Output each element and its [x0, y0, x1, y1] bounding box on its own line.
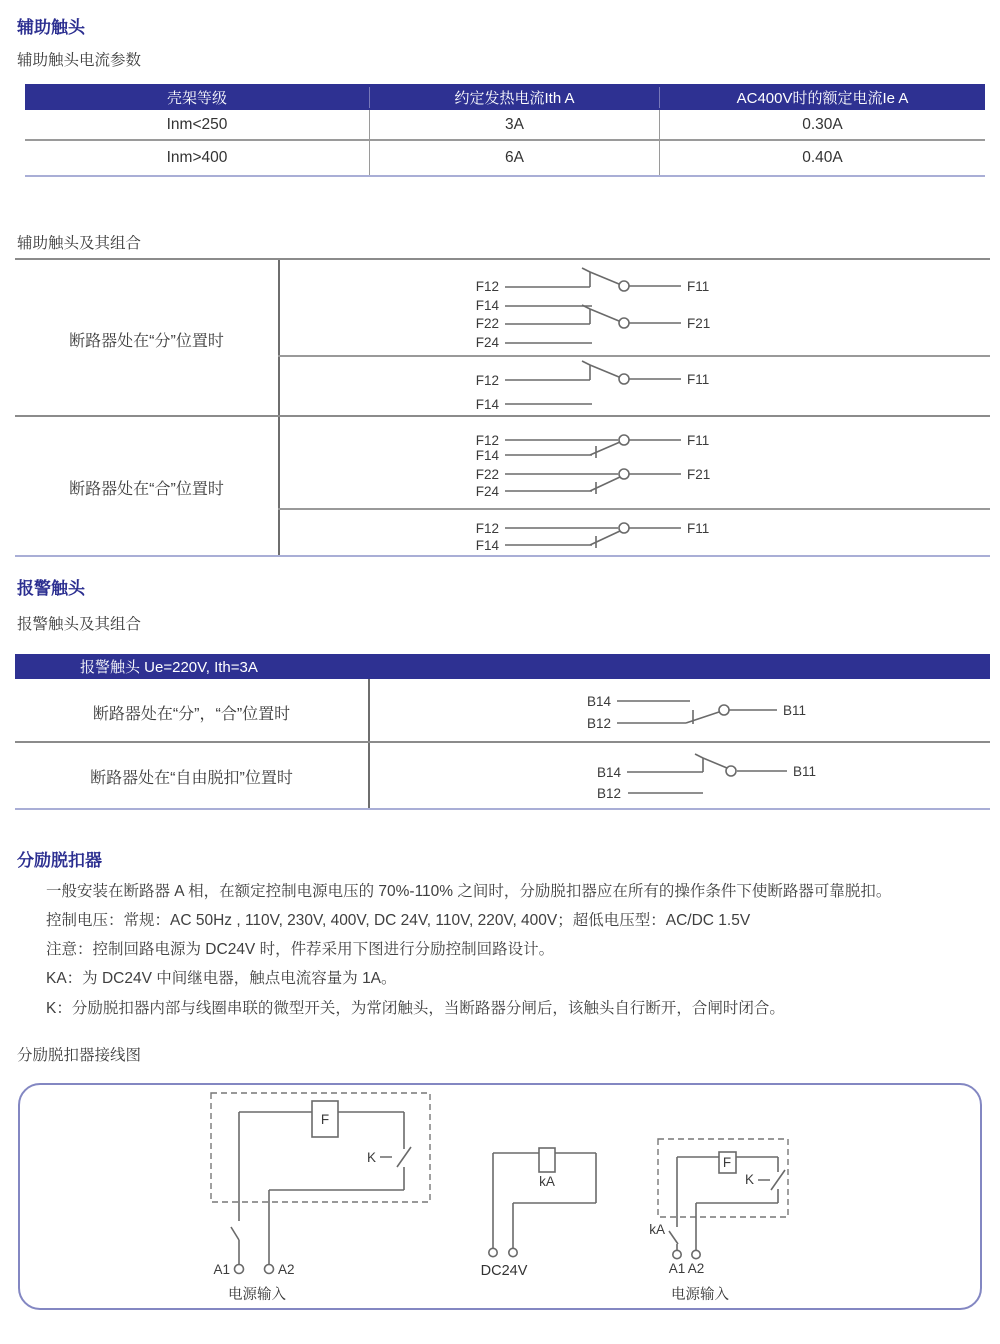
relay-coil-label: kA	[539, 1174, 555, 1189]
col-header-ie: AC400V时的额定电流Ie A	[736, 89, 909, 107]
col-header-frame-size: 壳架等级	[25, 87, 370, 108]
contact-terminal-label: F22	[475, 316, 499, 331]
relay-contact-label: kA	[649, 1222, 665, 1237]
contact-terminal-label: F14	[475, 298, 499, 313]
aux-section-title: 辅助触头	[17, 18, 85, 37]
col-header-ith: 约定发热电流Ith A	[370, 87, 660, 108]
contact-terminal-label: F22	[475, 467, 499, 482]
shunt-text-line: 注意：控制回路电源为 DC24V 时，件荐采用下图进行分励控制回路设计。	[46, 941, 555, 958]
contact-terminal-label: F24	[475, 484, 499, 499]
aux-closed-single-diagram	[476, 521, 710, 553]
aux-params-subtitle: 辅助触头电流参数	[17, 52, 142, 69]
alarm-row2-diagram	[597, 754, 816, 801]
alarm-combo-subtitle: 报警触头及其组合	[17, 616, 142, 633]
shunt-section-title: 分励脱扣器	[17, 851, 102, 870]
contact-terminal-label: F21	[687, 316, 711, 331]
contact-terminal-label: F14	[475, 397, 499, 412]
alarm-header-text: 报警触头 Ue=220V, Ith=3A	[80, 659, 258, 676]
contact-terminal-label: B14	[596, 765, 621, 780]
shunt-text-line: K：分励脱扣器内部与线圈串联的微型开关，为常闭触头，当断路器分闸后，该触头自行断开，合闸时闭合。	[46, 1000, 785, 1017]
power-input-caption: 电源输入	[671, 1287, 729, 1303]
cell-frame: Inm<250	[25, 110, 370, 139]
terminal-label: A1	[213, 1262, 230, 1277]
breaker-open-label: 断路器处在“分”位置时	[69, 333, 224, 350]
contact-terminal-label: F24	[475, 335, 499, 350]
wiring-left-circuit	[211, 1093, 430, 1303]
cell-frame: Inm>400	[25, 141, 370, 175]
contact-terminal-label: F11	[687, 433, 710, 448]
contact-terminal-label: F12	[475, 373, 499, 388]
alarm-row1-diagram	[587, 694, 806, 731]
cell-ith: 3A	[370, 110, 660, 139]
contact-terminal-label: B11	[783, 703, 807, 718]
breaker-closed-label: 断路器处在“合”位置时	[69, 481, 224, 498]
terminal-label: A1	[668, 1261, 686, 1276]
aux-table-header-row	[25, 84, 985, 110]
terminal-label: A2	[278, 1262, 295, 1277]
contact-terminal-label: F12	[475, 279, 499, 294]
wiring-middle-circuit	[481, 1148, 596, 1279]
micro-switch-label: K	[366, 1150, 376, 1165]
contact-terminal-label: F12	[475, 521, 499, 536]
wiring-diagrams	[18, 1083, 982, 1310]
alarm-section-title: 报警触头	[17, 579, 85, 598]
coil-label: F	[320, 1112, 330, 1127]
shunt-text-line: 一般安装在断路器 A 相，在额定控制电源电压的 70%-110% 之间时，分励脱扣器应在所有的操作条件下使断路器可靠脱扣。	[46, 883, 892, 900]
contact-terminal-label: F11	[687, 372, 710, 387]
alarm-row2-label: 断路器处在“自由脱扣”位置时	[90, 770, 293, 787]
alarm-contact-diagrams	[368, 679, 990, 808]
wiring-diagram-box	[18, 1083, 982, 1310]
contact-terminal-label: F11	[687, 521, 710, 536]
contact-terminal-label: F14	[475, 538, 499, 553]
alarm-table	[15, 679, 990, 810]
coil-label: F	[722, 1155, 732, 1170]
shunt-text-line: KA：为 DC24V 中间继电器，触点电流容量为 1A。	[46, 970, 397, 987]
shunt-text-line: 控制电压：常规：AC 50Hz , 110V, 230V, 400V, DC 24V, 110V, 220V, 400V；超低电压型：AC/DC 1.5V	[46, 912, 751, 929]
contact-terminal-label: F11	[687, 279, 710, 294]
aux-combo-subtitle: 辅助触头及其组合	[17, 235, 142, 252]
aux-contact-diagrams	[278, 260, 990, 555]
aux-combo-table	[15, 258, 990, 557]
contact-terminal-label: B11	[793, 764, 817, 779]
cell-ie: 0.40A	[802, 149, 843, 166]
aux-open-double-diagram	[476, 268, 711, 350]
contact-terminal-label: B12	[586, 716, 611, 731]
alarm-row1-label: 断路器处在“分”，“合”位置时	[92, 706, 291, 723]
contact-terminal-label: B14	[586, 694, 611, 709]
cell-ie: 0.30A	[802, 115, 843, 133]
table-row	[25, 141, 985, 177]
wiring-diagram-title: 分励脱扣器接线图	[17, 1047, 142, 1064]
aux-open-single-diagram	[476, 361, 710, 412]
table-row	[25, 110, 985, 141]
cell-ith: 6A	[370, 141, 660, 175]
micro-switch-label: K	[744, 1172, 754, 1187]
terminal-label: A2	[687, 1261, 705, 1276]
contact-terminal-label: B12	[596, 786, 621, 801]
aux-closed-double-diagram	[476, 433, 711, 499]
power-input-caption: 电源输入	[228, 1287, 286, 1303]
alarm-table-header	[15, 654, 990, 679]
aux-current-table	[25, 84, 985, 177]
contact-terminal-label: F12	[475, 433, 499, 448]
contact-terminal-label: F14	[475, 448, 499, 463]
supply-label: DC24V	[480, 1263, 528, 1279]
wiring-right-circuit	[649, 1139, 788, 1303]
contact-terminal-label: F21	[687, 467, 711, 482]
